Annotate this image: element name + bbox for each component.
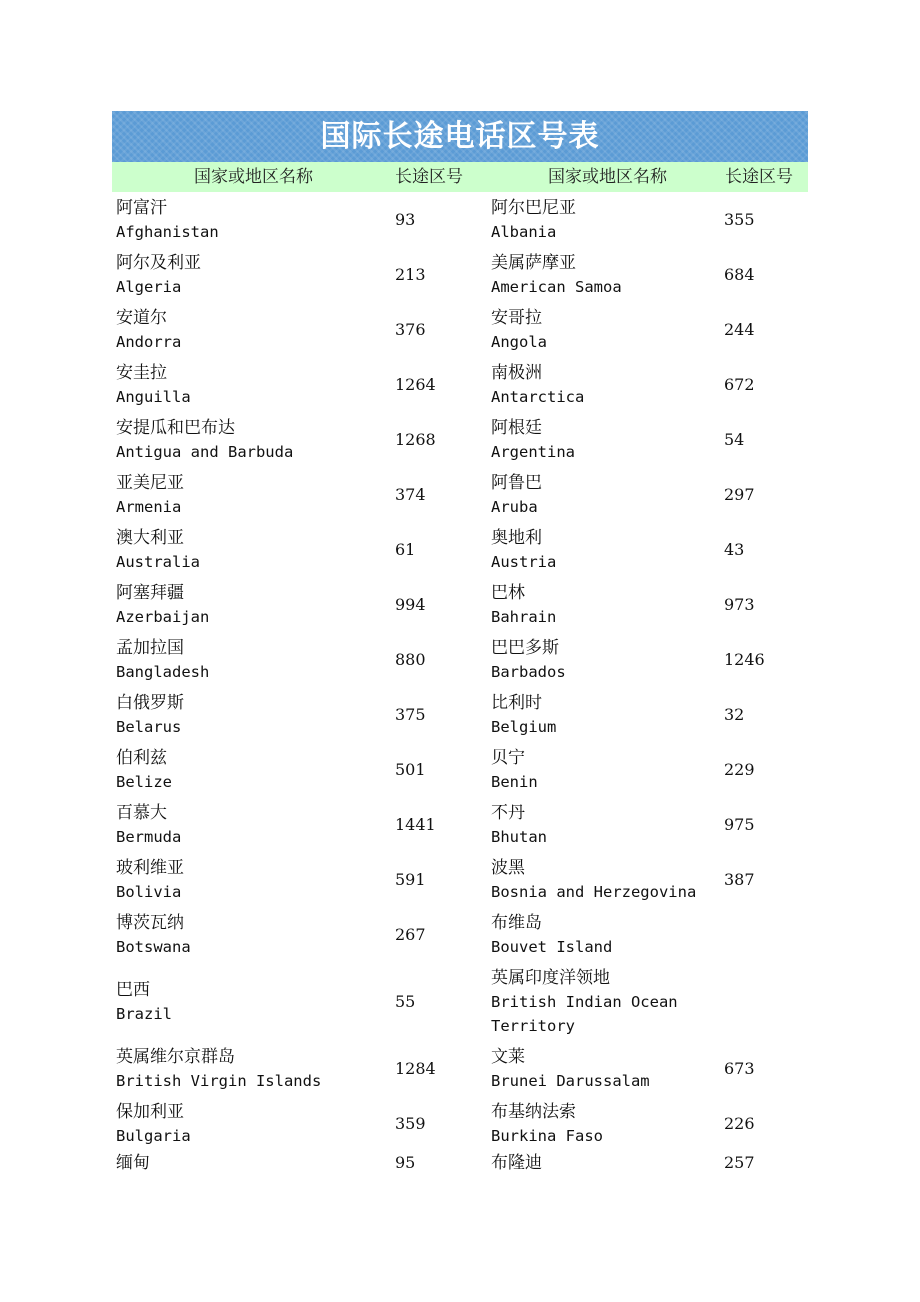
table-row: [112, 632, 808, 687]
left-country-name-cn: 阿富汗: [116, 197, 167, 218]
left-dial-code: 61: [395, 540, 416, 559]
left-code-cell: [392, 870, 487, 889]
left-code-cell: [392, 265, 487, 284]
right-country-cell: [487, 1045, 723, 1093]
right-country-name-en: Aruba: [491, 497, 538, 516]
right-dial-code: 973: [724, 595, 755, 614]
table-row: [112, 742, 808, 797]
left-country-cell: [112, 196, 392, 244]
left-dial-code: 1264: [395, 375, 436, 394]
left-dial-code: 95: [395, 1153, 416, 1172]
right-country-name-en: Belgium: [491, 717, 557, 736]
left-country-name-en: Andorra: [116, 332, 182, 351]
left-code-cell: [392, 925, 487, 944]
left-country-name-cn: 阿塞拜疆: [116, 582, 184, 603]
right-code-cell: [723, 485, 808, 504]
left-country-name-en: Algeria: [116, 277, 182, 296]
right-country-name-en: Burkina Faso: [491, 1126, 603, 1145]
left-country-cell: [112, 691, 392, 739]
right-country-name-en: Bahrain: [491, 607, 557, 626]
left-country-name-cn: 巴西: [116, 979, 150, 1000]
table-row: [112, 247, 808, 302]
table-row: [112, 467, 808, 522]
table-title: 国际长途电话区号表: [112, 111, 808, 162]
dialing-code-table: [112, 111, 808, 1193]
left-code-cell: [392, 540, 487, 559]
right-country-name-cn: 阿根廷: [491, 417, 542, 438]
left-code-cell: [392, 320, 487, 339]
left-country-name-cn: 玻利维亚: [116, 857, 184, 878]
right-code-cell: [723, 705, 808, 724]
left-code-cell: [392, 705, 487, 724]
left-dial-code: 1268: [395, 430, 436, 449]
right-country-name-en: Albania: [491, 222, 557, 241]
left-country-cell: [112, 978, 392, 1026]
left-code-cell: [392, 485, 487, 504]
left-dial-code: 880: [395, 650, 426, 669]
right-country-name-cn: 布隆迪: [491, 1153, 542, 1173]
right-country-name-cn: 南极洲: [491, 362, 542, 383]
left-dial-code: 591: [395, 870, 426, 889]
right-country-cell: [487, 196, 723, 244]
left-country-name-cn: 英属维尔京群岛: [116, 1046, 235, 1067]
left-country-name-en: Bulgaria: [116, 1126, 191, 1145]
right-dial-code: 257: [724, 1153, 755, 1172]
right-country-name-en: Angola: [491, 332, 547, 351]
right-code-cell: [723, 1151, 808, 1175]
right-country-name-cn: 贝宁: [491, 747, 525, 768]
right-country-cell: [487, 856, 723, 904]
right-country-name-cn: 英属印度洋领地: [491, 967, 610, 988]
table-row: [112, 522, 808, 577]
left-country-name-en: Bolivia: [116, 882, 182, 901]
left-country-cell: [112, 471, 392, 519]
left-country-name-cn: 安圭拉: [116, 362, 167, 383]
left-country-cell: [112, 361, 392, 409]
right-dial-code: 975: [724, 815, 755, 834]
right-code-cell: [723, 760, 808, 779]
left-country-cell: [112, 801, 392, 849]
left-dial-code: 1441: [395, 815, 436, 834]
left-country-name-cn: 安提瓜和巴布达: [116, 417, 235, 438]
right-code-cell: [723, 595, 808, 614]
table-row: [112, 1041, 808, 1096]
left-country-name-cn: 缅甸: [116, 1153, 150, 1173]
left-code-cell: [392, 1151, 487, 1175]
table-row: [112, 962, 808, 1041]
left-country-name-en: Antigua and Barbuda: [116, 442, 294, 461]
right-dial-code: 673: [724, 1059, 755, 1078]
left-country-cell: [112, 251, 392, 299]
right-code-cell: [723, 1114, 808, 1133]
left-country-name-cn: 百慕大: [116, 802, 167, 823]
right-country-name-en: Benin: [491, 772, 538, 791]
header-row: [112, 162, 808, 192]
right-country-cell: [487, 416, 723, 464]
right-country-name-cn: 波黑: [491, 857, 525, 878]
left-country-cell: [112, 581, 392, 629]
header-code-right: 长途区号: [725, 167, 793, 187]
right-dial-code: 672: [724, 375, 755, 394]
left-country-name-cn: 亚美尼亚: [116, 472, 184, 493]
left-code-cell: [392, 650, 487, 669]
table-body: [112, 192, 808, 1193]
table-row: [112, 302, 808, 357]
table-row: [112, 577, 808, 632]
right-country-name-cn: 阿鲁巴: [491, 472, 542, 493]
right-country-cell: [487, 801, 723, 849]
left-country-name-en: Azerbaijan: [116, 607, 210, 626]
table-row: [112, 1151, 808, 1193]
table-row: [112, 687, 808, 742]
left-dial-code: 55: [395, 992, 416, 1011]
left-code-cell: [392, 815, 487, 834]
left-country-cell: [112, 416, 392, 464]
left-country-name-en: Belize: [116, 772, 172, 791]
right-country-name-en: British Indian Ocean Territory: [491, 992, 678, 1035]
right-dial-code: 32: [724, 705, 745, 724]
left-country-name-en: Botswana: [116, 937, 191, 956]
right-country-name-cn: 布基纳法索: [491, 1101, 576, 1122]
right-code-cell: [723, 320, 808, 339]
right-country-name-cn: 巴巴多斯: [491, 637, 559, 658]
right-country-cell: [487, 966, 723, 1038]
left-country-name-en: British Virgin Islands: [116, 1071, 322, 1090]
right-country-name-en: Barbados: [491, 662, 566, 681]
right-country-name-cn: 巴林: [491, 582, 525, 603]
right-country-cell: [487, 471, 723, 519]
left-country-name-cn: 保加利亚: [116, 1101, 184, 1122]
right-country-cell: [487, 691, 723, 739]
table-row: [112, 907, 808, 962]
left-code-cell: [392, 1059, 487, 1078]
left-dial-code: 374: [395, 485, 426, 504]
left-country-cell: [112, 1045, 392, 1093]
left-country-name-en: Afghanistan: [116, 222, 219, 241]
right-country-cell: [487, 306, 723, 354]
right-country-name-en: American Samoa: [491, 277, 622, 296]
left-code-cell: [392, 430, 487, 449]
left-country-cell: [112, 1100, 392, 1148]
right-country-name-en: Bosnia and Herzegovina: [491, 882, 697, 901]
right-code-cell: [723, 210, 808, 229]
right-code-cell: [723, 540, 808, 559]
header-code-left: 长途区号: [395, 167, 463, 187]
left-country-name-en: Brazil: [116, 1004, 172, 1023]
left-dial-code: 375: [395, 705, 426, 724]
right-country-name-cn: 奥地利: [491, 527, 542, 548]
right-country-name-cn: 美属萨摩亚: [491, 252, 576, 273]
right-country-name-cn: 安哥拉: [491, 307, 542, 328]
right-country-name-cn: 不丹: [491, 802, 525, 823]
right-country-cell: [487, 251, 723, 299]
left-country-name-en: Belarus: [116, 717, 182, 736]
left-dial-code: 93: [395, 210, 416, 229]
left-code-cell: [392, 595, 487, 614]
left-country-cell: [112, 1151, 392, 1175]
left-code-cell: [392, 210, 487, 229]
left-dial-code: 267: [395, 925, 426, 944]
left-code-cell: [392, 760, 487, 779]
right-country-name-cn: 比利时: [491, 692, 542, 713]
table-row: [112, 192, 808, 247]
right-dial-code: 297: [724, 485, 755, 504]
table-row: [112, 1096, 808, 1151]
table-row: [112, 852, 808, 907]
left-dial-code: 994: [395, 595, 426, 614]
left-country-cell: [112, 306, 392, 354]
right-dial-code: 684: [724, 265, 755, 284]
right-country-name-cn: 布维岛: [491, 912, 542, 933]
left-country-name-cn: 白俄罗斯: [116, 692, 184, 713]
left-dial-code: 1284: [395, 1059, 436, 1078]
left-country-cell: [112, 526, 392, 574]
right-country-cell: [487, 581, 723, 629]
left-dial-code: 359: [395, 1114, 426, 1133]
left-code-cell: [392, 1114, 487, 1133]
right-dial-code: 387: [724, 870, 755, 889]
right-country-cell: [487, 636, 723, 684]
right-country-cell: [487, 746, 723, 794]
right-code-cell: [723, 430, 808, 449]
left-dial-code: 213: [395, 265, 426, 284]
table-row: [112, 797, 808, 852]
left-country-cell: [112, 911, 392, 959]
right-code-cell: [723, 815, 808, 834]
table-row: [112, 357, 808, 412]
right-dial-code: 226: [724, 1114, 755, 1133]
left-country-name-cn: 澳大利亚: [116, 527, 184, 548]
left-country-name-cn: 伯利兹: [116, 747, 167, 768]
right-country-name-en: Argentina: [491, 442, 575, 461]
left-country-name-en: Armenia: [116, 497, 182, 516]
right-country-name-en: Bouvet Island: [491, 937, 613, 956]
left-country-name-cn: 博茨瓦纳: [116, 912, 184, 933]
left-dial-code: 376: [395, 320, 426, 339]
right-code-cell: [723, 375, 808, 394]
right-code-cell: [723, 265, 808, 284]
right-country-name-en: Antarctica: [491, 387, 585, 406]
right-country-name-en: Brunei Darussalam: [491, 1071, 650, 1090]
left-dial-code: 501: [395, 760, 426, 779]
right-code-cell: [723, 870, 808, 889]
left-country-cell: [112, 746, 392, 794]
left-country-name-en: Bermuda: [116, 827, 182, 846]
right-country-cell: [487, 911, 723, 959]
left-country-cell: [112, 856, 392, 904]
header-name-right: 国家或地区名称: [548, 167, 667, 187]
left-country-name-en: Anguilla: [116, 387, 191, 406]
left-country-name-cn: 阿尔及利亚: [116, 252, 201, 273]
left-code-cell: [392, 375, 487, 394]
right-country-cell: [487, 526, 723, 574]
left-code-cell: [392, 992, 487, 1011]
left-country-name-en: Australia: [116, 552, 200, 571]
left-country-name-cn: 孟加拉国: [116, 637, 184, 658]
right-dial-code: 1246: [724, 650, 765, 669]
left-country-name-en: Bangladesh: [116, 662, 210, 681]
table-row: [112, 412, 808, 467]
right-dial-code: 229: [724, 760, 755, 779]
header-name-left: 国家或地区名称: [194, 167, 313, 187]
right-dial-code: 43: [724, 540, 745, 559]
left-country-cell: [112, 636, 392, 684]
left-country-name-cn: 安道尔: [116, 307, 167, 328]
right-country-name-cn: 文莱: [491, 1046, 525, 1067]
right-code-cell: [723, 650, 808, 669]
right-country-name-cn: 阿尔巴尼亚: [491, 197, 576, 218]
right-dial-code: 54: [724, 430, 745, 449]
right-country-cell: [487, 1100, 723, 1148]
right-dial-code: 355: [724, 210, 755, 229]
right-code-cell: [723, 1059, 808, 1078]
right-dial-code: 244: [724, 320, 755, 339]
right-country-name-en: Bhutan: [491, 827, 547, 846]
right-country-name-en: Austria: [491, 552, 557, 571]
right-country-cell: [487, 361, 723, 409]
right-country-cell: [487, 1151, 723, 1175]
